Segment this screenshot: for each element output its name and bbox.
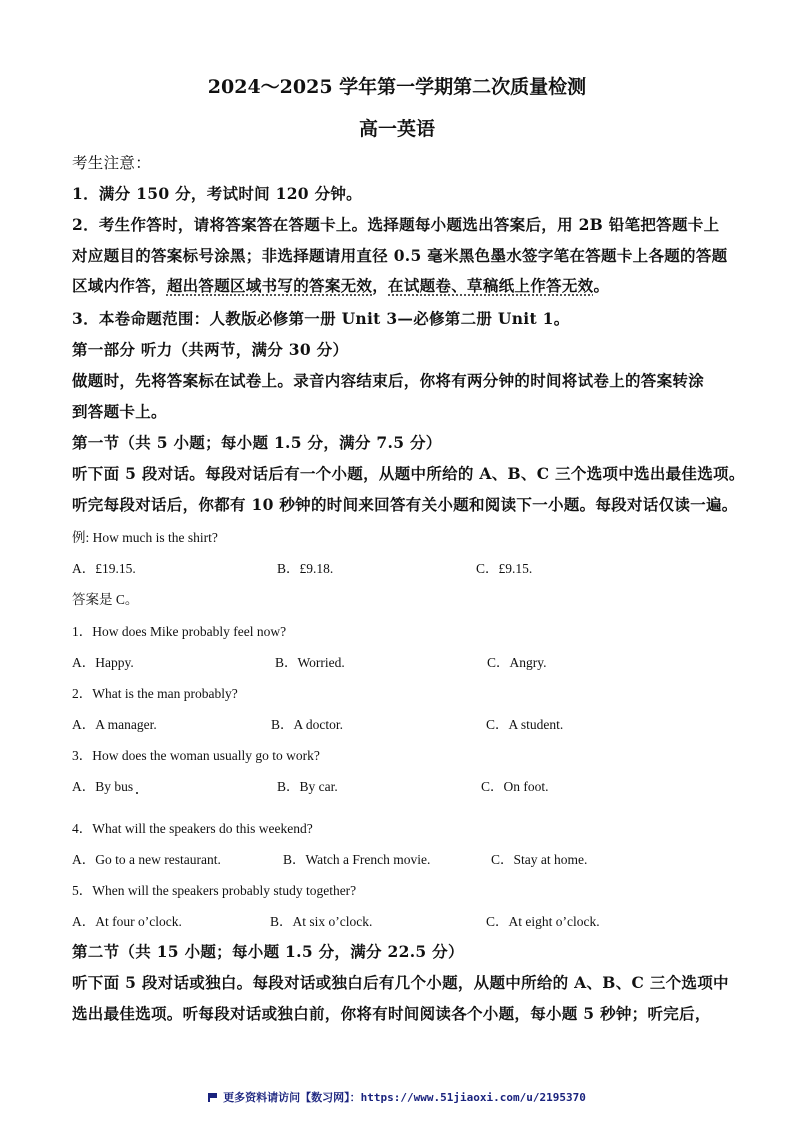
question-2-option-c: C．A student.: [486, 717, 564, 732]
flag-icon: [208, 1093, 218, 1102]
example-option-b: B．£9.18.: [277, 561, 334, 576]
question-3: 3．How does the woman usually go to work?: [72, 748, 320, 763]
question-4-option-c: C．Stay at home.: [491, 852, 588, 867]
question-4-option-b: B．Watch a French movie.: [283, 852, 431, 867]
section1-heading: 第一节（共 5 小题；每小题 1.5 分，满分 7.5 分）: [72, 433, 442, 452]
question-5-option-a: A．At four o’clock.: [72, 914, 182, 929]
notice-text: 。: [593, 276, 610, 295]
page-subtitle: 高一英语: [358, 118, 435, 140]
section2-instruction-line-2: 选出最佳选项。听每段对话或独白前，你将有时间阅读各个小题，每小题 5 秒钟；听完后，: [72, 1004, 711, 1023]
example-question: 例: How much is the shirt?: [72, 530, 218, 545]
question-2: 2．What is the man probably?: [72, 686, 238, 701]
notice-text: ，: [372, 276, 389, 295]
stray-dot: [136, 792, 138, 794]
question-5: 5．When will the speakers probably study together?: [72, 883, 357, 898]
question-1: 1．How does Mike probably feel now?: [72, 624, 287, 639]
question-2-option-a: A．A manager.: [72, 717, 157, 732]
emphasis-text: 在试题卷、草稿纸上作答无效: [388, 276, 594, 295]
page-title: 2024～2025 学年第一学期第二次质量检测: [207, 76, 587, 98]
notice-item-2-line-3: [72, 274, 609, 296]
question-1-option-c: C．Angry.: [487, 655, 547, 670]
notice-text: 区域内作答，: [72, 276, 167, 295]
notice-item-1: 1．满分 150 分，考试时间 120 分钟。: [72, 184, 362, 203]
question-5-option-c: C．At eight o’clock.: [486, 914, 600, 929]
section2-instruction-line-1: 听下面 5 段对话或独白。每段对话或独白后有几个小题，从题中所给的 A、B、C 三个选项中: [72, 973, 729, 992]
section1-instruction-line-2: 听完每段对话后，你都有 10 秒钟的时间来回答有关小题和阅读下一小题。每段对话仅读一遍。: [72, 495, 738, 514]
question-3-option-c: C．On foot.: [481, 779, 549, 794]
part1-instruction-line-1: 做题时，先将答案标在试卷上。录音内容结束后，你将有两分钟的时间将试卷上的答案转涂: [72, 371, 705, 390]
part1-heading: 第一部分 听力（共两节，满分 30 分）: [72, 340, 349, 359]
part1-instruction-line-2: 到答题卡上。: [72, 402, 167, 421]
section1-instruction-line-1: 听下面 5 段对话。每段对话后有一个小题，从题中所给的 A、B、C 三个选项中选出最佳选项。: [72, 464, 745, 483]
question-1-option-a: A．Happy.: [72, 655, 134, 670]
notice-heading: 考生注意：: [72, 154, 152, 172]
question-3-option-a: A．By bus: [72, 779, 134, 794]
question-2-option-b: B．A doctor.: [271, 717, 344, 732]
example-option-c: C．£9.15.: [476, 561, 533, 576]
example-option-a: A．£19.15.: [72, 561, 136, 576]
example-answer: 答案是 C。: [72, 592, 139, 607]
section2-heading: 第二节（共 15 小题；每小题 1.5 分，满分 22.5 分）: [72, 942, 464, 961]
notice-item-3: 3．本卷命题范围：人教版必修第一册 Unit 3—必修第二册 Unit 1。: [72, 309, 570, 328]
question-4-option-a: A．Go to a new restaurant.: [72, 852, 221, 867]
question-4: 4．What will the speakers do this weekend?: [72, 821, 313, 836]
footer-text[interactable]: 更多资料请访问【数习网】：https://www.51jiaoxi.com/u/2195370: [223, 1091, 586, 1104]
emphasis-text: 超出答题区域书写的答案无效: [166, 276, 373, 295]
footer-link[interactable]: [0, 1089, 794, 1105]
notice-item-2-line-2: 对应题目的答案标号涂黑；非选择题请用直径 0.5 毫米黑色墨水签字笔在答题卡上各题的答题: [72, 246, 728, 265]
question-3-option-b: B．By car.: [277, 779, 338, 794]
question-5-option-b: B．At six o’clock.: [270, 914, 373, 929]
question-1-option-b: B．Worried.: [275, 655, 345, 670]
notice-item-2-line-1: 2．考生作答时，请将答案答在答题卡上。选择题每小题选出答案后，用 2B 铅笔把答题卡上: [72, 215, 720, 234]
